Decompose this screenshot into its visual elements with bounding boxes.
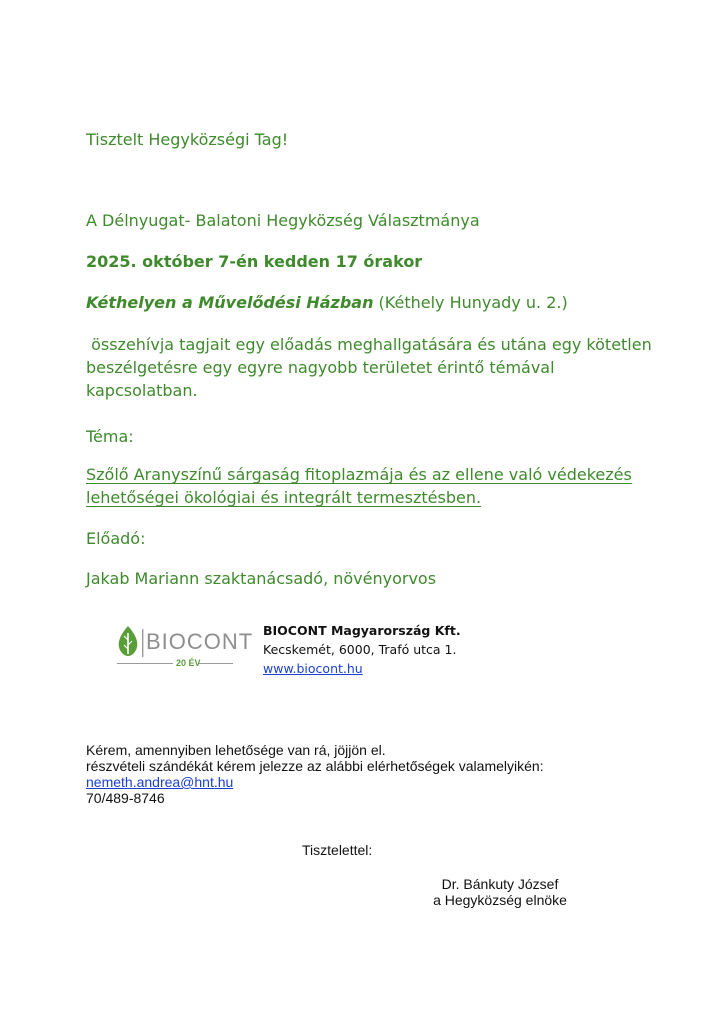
signer-title: a Hegyközség elnöke [433, 892, 567, 908]
phone-number: 70/489-8746 [86, 790, 165, 806]
topic-label: Téma: [86, 427, 134, 446]
closing-regards: Tisztelettel: [302, 842, 373, 858]
topic-text [86, 463, 686, 509]
contact-block [86, 742, 544, 806]
email-link[interactable]: nemeth.andrea@hnt.hu [86, 774, 234, 790]
signer-name: Dr. Bánkuty József [441, 876, 559, 892]
topic-line: lehetőségei ökológiai és integrált termesztésben. [86, 488, 482, 507]
speaker-name: Jakab Mariann szaktanácsadó, növényorvos [86, 569, 437, 588]
greeting: Tisztelt Hegyközségi Tag! [86, 130, 289, 149]
signature-block [420, 876, 580, 908]
speaker-label: Előadó: [86, 529, 146, 548]
sponsor-name: BIOCONT Magyarország Kft. [263, 623, 461, 638]
contact-line: részvételi szándékát kérem jelezze az alábbi elérhetőségek valamelyikén: [86, 758, 544, 774]
body-line: kapcsolatban. [86, 381, 198, 400]
event-venue [86, 291, 568, 314]
logo-anniversary: 20 ÉV [176, 658, 201, 668]
topic-line: Szőlő Aranyszínű sárgaság fitoplazmája és az ellene való védekezés [86, 465, 632, 484]
sponsor-address: Kecskemét, 6000, Trafó utca 1. [263, 642, 457, 657]
venue-address: (Kéthely Hunyady u. 2.) [373, 293, 568, 312]
logo-wordmark: BIOCONT [146, 629, 254, 654]
body-line: beszélgetésre egy egyre nagyobb területet érintő témával [86, 358, 555, 377]
invitation-body [86, 333, 652, 402]
venue-name: Kéthelyen a Művelődési Házban [86, 293, 374, 312]
body-line: összehívja tagjait egy előadás meghallgatására és utána egy kötetlen [86, 335, 652, 354]
sponsor-website-link[interactable]: www.biocont.hu [263, 661, 363, 676]
biocont-logo [115, 624, 254, 670]
event-date-time: 2025. október 7-én kedden 17 órakor [86, 252, 423, 271]
organizer-line: A Délnyugat- Balatoni Hegyközség Választmánya [86, 211, 480, 230]
sponsor-block [263, 621, 461, 678]
contact-line: Kérem, amennyiben lehetősége van rá, jöjjön el. [86, 742, 386, 758]
